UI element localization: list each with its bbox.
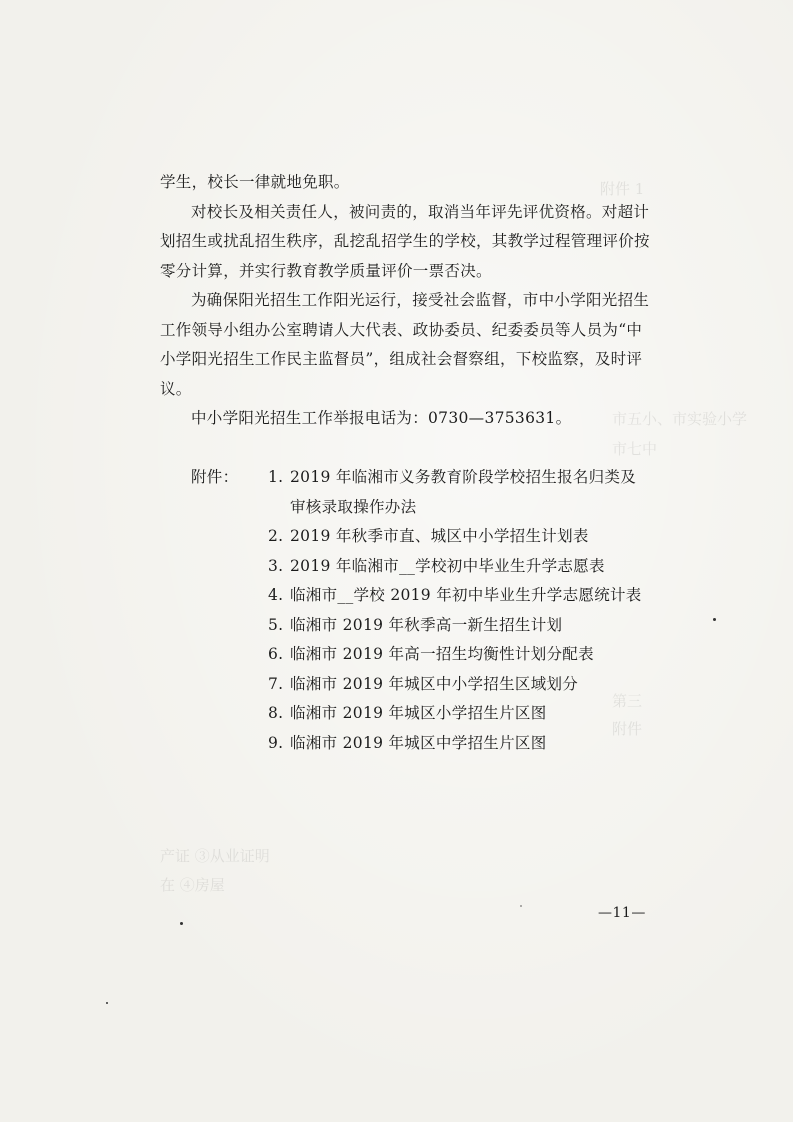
show-through-text: 附件 1 — [600, 180, 645, 198]
paragraph-accountability: 对校长及相关责任人，被问责的，取消当年评先评优资格。对超计划招生或扰乱招生秩序，乱挖乱招学生的学校，其教学过程管理评价按零分计算，并实行教育教学质量评价一票否决。 — [160, 202, 650, 280]
attachment-number: 5. — [268, 615, 284, 634]
attachment-item — [268, 670, 650, 700]
body-text — [160, 168, 650, 758]
attachment-title: 临湘市 2019 年城区中小学招生区域划分 — [290, 674, 579, 693]
attachment-title: 临湘市__学校 2019 年初中毕业生升学志愿统计表 — [290, 586, 642, 604]
show-through-text: 产证 ③从业证明 — [160, 847, 270, 865]
attachments-label: 附件： — [191, 468, 239, 486]
attachment-item — [268, 640, 650, 670]
paragraph-supervision: 为确保阳光招生工作阳光运行，接受社会监督，市中小学阳光招生工作领导小组办公室聘请人大代表、政协委员、纪委委员等人员为“中小学阳光招生工作民主监督员”，组成社会督察组，下校监察，及时评议。 — [160, 291, 650, 398]
attachment-item — [268, 699, 650, 729]
attachment-number: 9. — [268, 733, 284, 752]
attachment-item — [268, 552, 650, 582]
attachment-item — [268, 463, 636, 493]
scan-speck — [520, 905, 522, 907]
show-through-text: 附件 — [612, 720, 643, 738]
attachment-number: 4. — [268, 586, 284, 604]
show-through-text: 市七中 — [612, 440, 658, 458]
show-through-text: 第三 — [612, 692, 643, 710]
attachment-title: 2019 年临湘市__学校初中毕业生升学志愿表 — [290, 556, 605, 575]
attachment-number: 1. — [268, 468, 284, 486]
scan-speck — [713, 618, 716, 621]
scan-speck — [106, 1002, 108, 1004]
show-through-text: 在 ④房屋 — [160, 876, 225, 894]
attachment-item — [268, 729, 650, 759]
page-number: —11— — [598, 905, 646, 921]
attachment-title: 2019 年秋季市直、城区中小学招生计划表 — [290, 527, 589, 545]
show-through-text: 市五小、市实验小学 — [612, 410, 748, 428]
paragraph-continuation: 学生，校长一律就地免职。 — [160, 173, 350, 191]
attachment-title: 临湘市 2019 年高一招生均衡性计划分配表 — [290, 645, 594, 663]
attachments-list — [268, 463, 636, 522]
attachment-item-continuation — [268, 493, 636, 523]
attachment-item — [268, 522, 650, 552]
attachment-title: 临湘市 2019 年城区中学招生片区图 — [290, 733, 547, 752]
attachment-title: 2019 年临湘市义务教育阶段学校招生报名归类及 — [290, 468, 637, 486]
scan-speck — [180, 922, 183, 925]
attachment-number: 6. — [268, 645, 284, 663]
attachment-title: 临湘市 2019 年城区小学招生片区图 — [290, 704, 547, 722]
spacer — [160, 434, 650, 464]
attachment-number: 8. — [268, 704, 284, 722]
attachment-title: 临湘市 2019 年秋季高一新生招生计划 — [290, 615, 563, 634]
attachment-number: 7. — [268, 674, 284, 693]
attachment-title-continuation: 审核录取操作办法 — [290, 497, 417, 516]
attachments-list-rest — [160, 522, 650, 758]
paragraph-hotline: 中小学阳光招生工作举报电话为：0730—3753631。 — [191, 409, 572, 427]
attachment-number: 3. — [268, 556, 284, 575]
attachment-number: 2. — [268, 527, 284, 545]
attachment-item — [268, 611, 650, 641]
attachment-item — [268, 581, 650, 611]
attachments-section — [160, 463, 650, 522]
